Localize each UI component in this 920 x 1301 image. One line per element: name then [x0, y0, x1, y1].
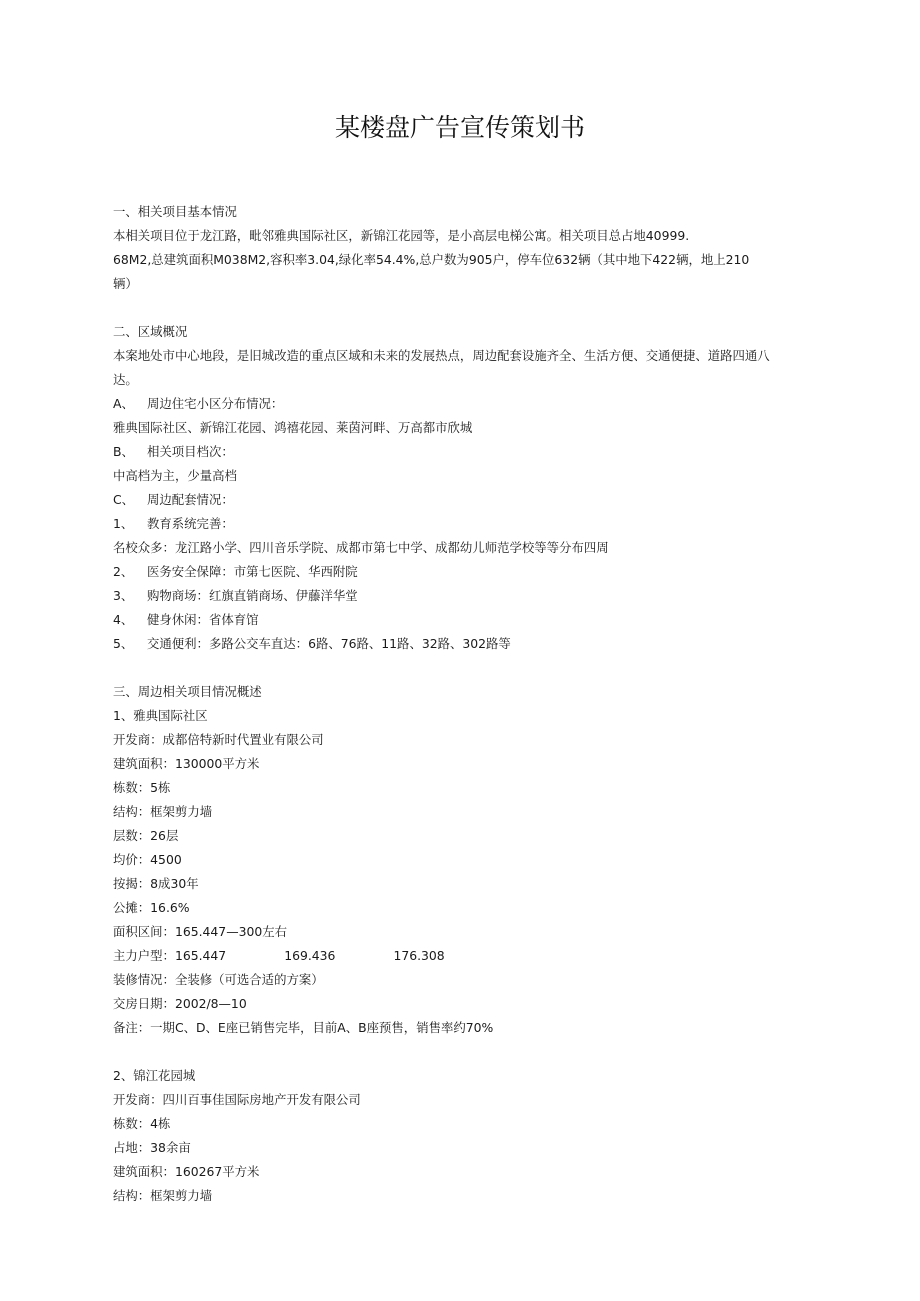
project-mortgage: 按揭：8成30年: [113, 876, 199, 891]
list-item-text: 周边配套情况：: [147, 492, 234, 507]
unit-type: 176.308: [393, 948, 445, 963]
list-marker: A、: [113, 396, 134, 411]
list-item-text: 周边住宅小区分布情况：: [147, 396, 284, 411]
paragraph-line: 68M2,总建筑面积M038M2,容积率3.04,绿化率54.4%,总户数为905户，停车位632辆（其中地下422辆，地上210: [113, 252, 750, 267]
list-marker: 4、: [113, 612, 134, 627]
project-price: 均价：4500: [113, 852, 182, 867]
list-item: [113, 488, 803, 512]
paragraph-line: 本案地处市中心地段，是旧城改造的重点区域和未来的发展热点，周边配套设施齐全、生活方便、交通便捷、道路四通八: [113, 348, 770, 363]
list-marker: 3、: [113, 588, 134, 603]
list-item-text: 相关项目档次：: [147, 444, 234, 459]
list-item-value: 雅典国际社区、新锦江花园、鸿禧花园、莱茵河畔、万高都市欣城: [113, 420, 473, 435]
project-name: 1、雅典国际社区: [113, 708, 208, 723]
list-item-value: 名校众多：龙江路小学、四川音乐学院、成都市第七中学、成都幼儿师范学校等等分布四周: [113, 540, 609, 555]
project-remark: 备注：一期C、D、E座已销售完毕，目前A、B座预售，销售率约70%: [113, 1020, 494, 1035]
project-name: 2、锦江花园城: [113, 1068, 196, 1083]
project-structure: 结构：框架剪力墙: [113, 804, 213, 819]
list-marker: 2、: [113, 564, 134, 579]
list-item-text: 健身休闲：省体育馆: [147, 612, 259, 627]
document-body: [113, 200, 803, 1208]
list-item-value: 中高档为主，少量高档: [113, 468, 237, 483]
list-item-text: 购物商场：红旗直销商场、伊藤洋华堂: [147, 588, 358, 603]
section-heading: 一、相关项目基本情况: [113, 204, 237, 219]
list-item-text: 交通便利：多路公交车直达：6路、76路、11路、32路、302路等: [147, 636, 511, 651]
project-unit-types: [113, 944, 803, 968]
list-item: [113, 632, 803, 656]
project-floors: 层数：26层: [113, 828, 179, 843]
unit-type: 主力户型：165.447: [113, 948, 227, 963]
paragraph-line: 辆）: [113, 276, 138, 291]
project-decoration: 装修情况：全装修（可选合适的方案）: [113, 972, 324, 987]
list-marker: 5、: [113, 636, 134, 651]
project-area: 建筑面积：160267平方米: [113, 1164, 260, 1179]
project-structure: 结构：框架剪力墙: [113, 1188, 213, 1203]
paragraph-line: 本相关项目位于龙江路，毗邻雅典国际社区，新锦江花园等，是小高层电梯公寓。相关项目总占地40999.: [113, 228, 690, 243]
list-item: [113, 512, 803, 536]
document-title: 某楼盘广告宣传策划书: [334, 113, 585, 142]
list-item: [113, 608, 803, 632]
project-delivery: 交房日期：2002/8—10: [113, 996, 247, 1011]
project-range: 面积区间：165.447—300左右: [113, 924, 288, 939]
project-land: 占地：38余亩: [113, 1140, 191, 1155]
paragraph-line: 达。: [113, 372, 138, 387]
project-area: 建筑面积：130000平方米: [113, 756, 260, 771]
project-share: 公摊：16.6%: [113, 900, 190, 915]
section-heading: 二、区域概况: [113, 324, 188, 339]
project-developer: 开发商：四川百事佳国际房地产开发有限公司: [113, 1092, 361, 1107]
project-developer: 开发商：成都倍特新时代置业有限公司: [113, 732, 324, 747]
list-marker: 1、: [113, 516, 134, 531]
list-marker: C、: [113, 492, 135, 507]
project-buildings: 栋数：4栋: [113, 1116, 171, 1131]
list-item: [113, 440, 803, 464]
list-item-text: 医务安全保障：市第七医院、华西附院: [147, 564, 358, 579]
list-item-text: 教育系统完善：: [147, 516, 234, 531]
list-item: [113, 560, 803, 584]
project-buildings: 栋数：5栋: [113, 780, 171, 795]
section-heading: 三、周边相关项目情况概述: [113, 684, 262, 699]
list-item: [113, 392, 803, 416]
unit-type: 169.436: [284, 948, 336, 963]
list-item: [113, 584, 803, 608]
list-marker: B、: [113, 444, 134, 459]
